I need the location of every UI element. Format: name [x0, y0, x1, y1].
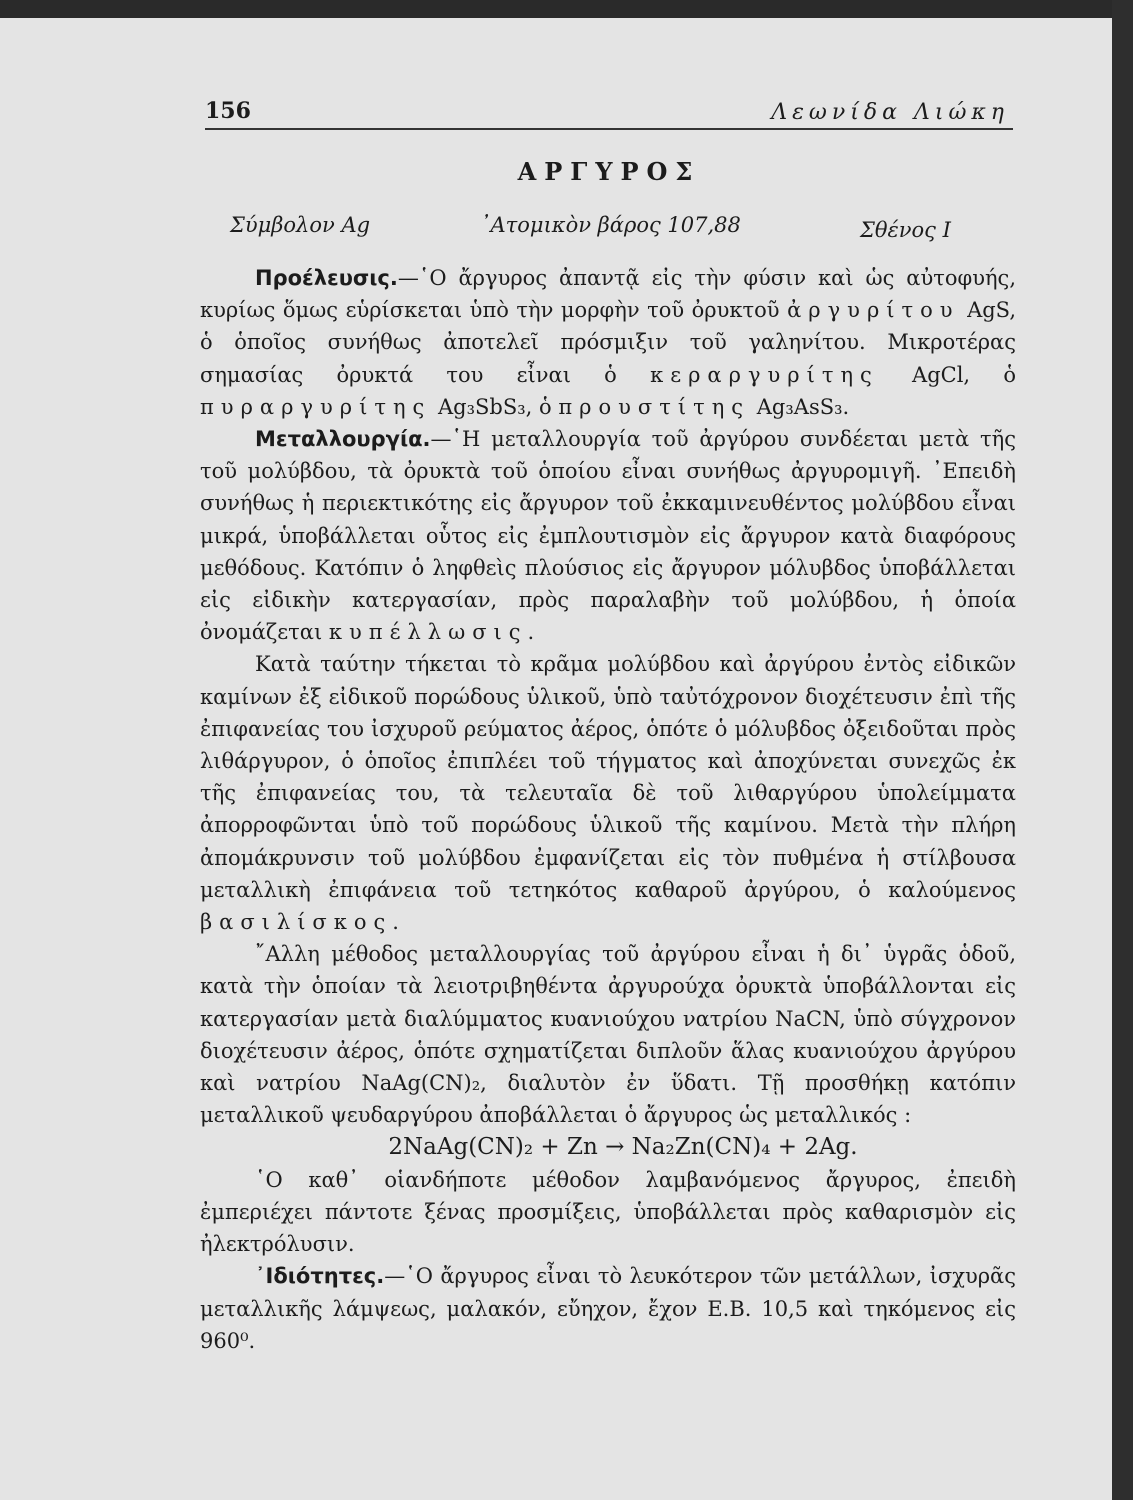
paragraph-text: —῾Ο ἄργυρος εἶναι τὸ λευκότερον τῶν μετάλλων, ἰσχυρᾶς μεταλλικῆς λάμψεως, μαλακόν, εὔηχον, ἔχον Ε.Β. 10,5 καὶ τηκόμενος εἰς 960⁰.: [200, 1264, 1016, 1353]
paragraph-text: ῎Αλλη μέθοδος μεταλλουργίας τοῦ ἀργύρου εἶναι ἡ δι᾿ ὑγρᾶς ὁδοῦ, κατὰ τὴν ὁποίαν τὰ λειοτριβηθέντα ἀργυρούχα ὀρυκτὰ ὑποβάλλονται εἰς κατεργασίαν μετὰ διαλύμματος κυανιούχου νατρίου NaCN, ὑπὸ σύγχρονον διοχέτευσιν ἀέρος, ὁπότε σχηματίζεται διπλοῦν ἅλας κυανιούχου ἀργύρου καὶ νατρίου NaAg(CN)₂, διαλυτὸν ἐν ὕδατι. Τῇ προσθήκῃ κατόπιν μεταλλικοῦ ψευδαργύρου ἀποβάλλεται ὁ ἄργυρος ὡς μεταλλικός :: [200, 942, 1016, 1128]
body-text: [200, 262, 1016, 1357]
mineral-term: πυραργυρίτης: [200, 394, 432, 419]
paragraph-electrolysis: [200, 1164, 1016, 1261]
page-number: 156: [205, 98, 251, 124]
section-heading: ᾿Ιδιότητες.: [255, 1264, 385, 1289]
section-heading: Προέλευσις.: [255, 266, 398, 290]
paragraph-text: Ag₃SbS₃, ὁ: [438, 394, 552, 419]
paragraph-text: AgCl, ὁ: [912, 362, 1016, 387]
paragraph-text: —῾Ο ἄργυρος ἀπαντᾷ εἰς τὴν φύσιν καὶ ὡς αὐτοφυής, κυρίως ὅμως εὑρίσκεται ὑπὸ τὴν μορφὴν τοῦ ὀρυκτοῦ: [200, 266, 1016, 323]
paragraph-text: —῾Η μεταλλουργία τοῦ ἀργύρου συνδέεται μετὰ τῆς τοῦ μολύβδου, τὰ ὀρυκτὰ τοῦ ὁποίου εἶναι συνήθως ἀργυρομιγῆ. ᾿Επειδὴ συνήθως ἡ περιεκτικότης εἰς ἄργυρον τοῦ ἐκκαμινευθέντος μολύβδου εἶναι μικρά, ὑποβάλλεται οὗτος εἰς ἐμπλουτισμὸν εἰς ἄργυρον κατὰ διαφόρους μεθόδους. Κατόπιν ὁ ληφθεὶς πλούσιος εἰς ἄργυρον μόλυβδος ὑποβάλλεται εἰς εἰδικὴν κατεργασίαν, πρὸς παραλαβὴν τοῦ μολύβδου, ἡ ὁποία ὀνομάζεται: [200, 427, 1016, 645]
paragraph-text: Ag₃AsS₃.: [756, 394, 850, 419]
mineral-term: προυστίτης: [558, 394, 751, 419]
scan-edge-right: [1112, 0, 1133, 1500]
element-symbol: Σύμβολον Ag: [230, 213, 371, 237]
paragraph-proeleusis: [200, 262, 1016, 423]
mineral-term: ἀργυρίτου: [787, 298, 960, 323]
scan-edge-top: [0, 0, 1133, 18]
mineral-term: κεραργυρίτης: [650, 362, 879, 387]
header-rule: [205, 128, 1013, 130]
paragraph-text: Κατὰ ταύτην τήκεται τὸ κρᾶμα μολύβδου καὶ ἀργύρου ἐντὸς εἰδικῶν καμίνων ἐξ εἰδικοῦ πορώδους ὑλικοῦ, ὑπὸ ταὐτόχρονον διοχέτευσιν ἐπὶ τῆς ἐπιφανείας του ἰσχυροῦ ρεύματος ἀέρος, ὁπότε ὁ μόλυβδος ὀξειδοῦται πρὸς λιθάργυρον, ὁ ὁποῖος ἐπιπλέει τοῦ τήγματος καὶ ἀποχύνεται συνεχῶς ἐκ τῆς ἐπιφανείας του, τὰ τελευταῖα δὲ τοῦ λιθαργύρου ὑπολείμματα ἀπορροφῶνται ὑπὸ τοῦ πορώδους ὑλικοῦ τῆς καμίνου. Μετὰ τὴν πλήρη ἀπομάκρυνσιν τοῦ μολύβδου ἐμφανίζεται εἰς τὸν πυθμένα ἡ στίλβουσα μεταλλικὴ ἐπιφάνεια τοῦ τετηκότος καθαροῦ ἀργύρου, ὁ καλούμενος: [200, 652, 1016, 902]
chapter-title: ΑΡΓΥΡΟΣ: [517, 157, 701, 186]
paragraph-text: ῾Ο καθ᾿ οἱανδήποτε μέθοδον λαμβανόμενος ἄργυρος, ἐπειδὴ ἐμπεριέχει πάντοτε ξένας προσμίξεις, ὑποβάλλεται πρὸς καθαρισμὸν εἰς ἠλεκτρόλυσιν.: [200, 1167, 1016, 1257]
paragraph-wet-method: [200, 938, 1016, 1131]
section-heading: Μεταλλουργία.: [255, 427, 431, 452]
process-term: κυπέλλωσις.: [328, 620, 542, 645]
paragraph-text: AgS, ὁ ὁποῖος συνήθως ἀποτελεῖ πρόσμιξιν τοῦ γαληνίτου. Μικροτέρας σημασίας ὀρυκτά του εἶναι ὁ: [200, 298, 1016, 387]
paragraph-idiotites: [200, 1260, 1016, 1357]
valence: Σθένος I: [860, 218, 951, 242]
process-term: βασιλίσκος.: [200, 910, 406, 935]
running-head-author: Λεωνίδα Λιώκη: [771, 100, 1009, 125]
atomic-weight: ᾿Ατομικὸν βάρος 107,88: [480, 213, 741, 237]
page-header: [205, 98, 1015, 128]
chemical-equation: 2NaAg(CN)₂ + Zn → Na₂Zn(CN)₄ + 2Ag.: [388, 1134, 858, 1161]
paragraph-metallourgia: [200, 423, 1016, 648]
paragraph-cupellation: [200, 648, 1016, 938]
